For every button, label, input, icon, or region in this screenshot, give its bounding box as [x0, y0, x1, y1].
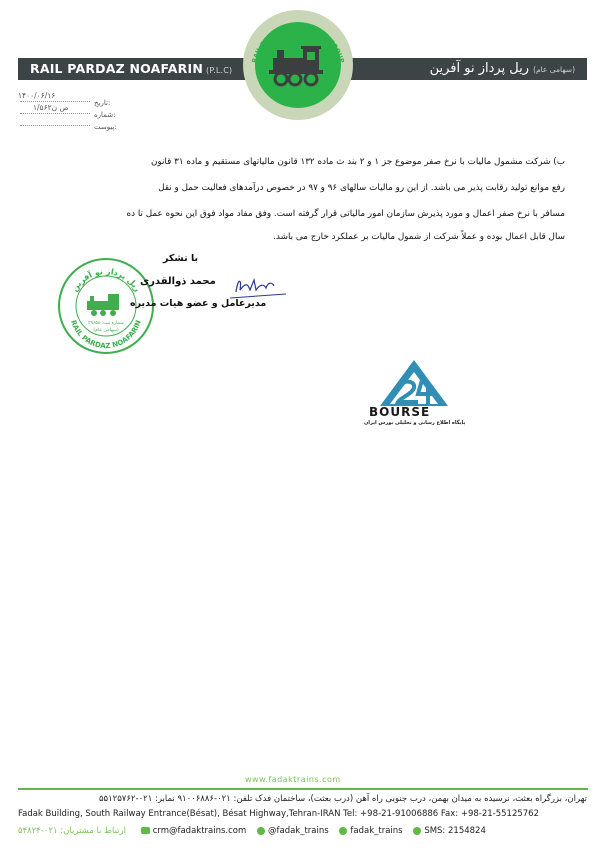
stamp-text-en: RAIL PARDAZ NOAFARIN: [69, 319, 143, 351]
company-name-fa-text: ریل پرداز نو آفرین: [429, 61, 530, 76]
number-dotline: [20, 113, 90, 114]
telegram-icon: [339, 827, 347, 835]
number-label: شماره:: [94, 111, 116, 119]
attachment-dotline: [20, 125, 90, 126]
stamp-text-fa: ریل پرداز نو آفرین: [69, 266, 143, 294]
date-label: تاریخ:: [94, 99, 111, 107]
company-type-en: (P.L.C): [206, 66, 233, 75]
company-name-en: [30, 58, 232, 80]
footer-website[interactable]: www.fadaktrains.com: [245, 775, 341, 784]
footer-address-en: Fadak Building, South Railway Entrance(Bésat), Bésat Highway,Tehran-IRAN Tel: +98-21-91006886 Fax: +98-21-55125762: [18, 809, 539, 819]
stamp-locomotive-icon: [87, 294, 119, 316]
handwritten-signature: [228, 272, 288, 306]
signer-name: محمد ذوالقدری: [140, 276, 216, 287]
footer-instagram[interactable]: @fadak_trains: [268, 826, 329, 836]
instagram-icon: [257, 827, 265, 835]
logo-arc-text: [243, 10, 353, 120]
company-type-fa: (سهامی عام): [533, 65, 575, 74]
body-line-4: سال قابل اعمال بوده و عملاً شرکت از شمول مالیات بر عملکرد خارج می باشد.: [273, 232, 565, 242]
email-icon: [141, 827, 150, 834]
bourse-tagline: پایگاه اطلاع رسانی و تحلیلی بورس ایران: [364, 420, 466, 426]
date-dotline: [20, 101, 90, 102]
footer-divider: [18, 788, 588, 790]
company-name-fa: [430, 58, 575, 80]
footer-email[interactable]: crm@fadaktrains.com: [152, 826, 247, 836]
company-name-en-text: RAIL PARDAZ NOAFARIN: [30, 61, 203, 76]
bourse-wordmark: BOURSE: [369, 405, 431, 419]
footer-address-fa: تهران، بزرگراه بعثت، نرسیده به میدان بهمن، درب جنوبی راه آهن (درب بعثت)، ساختمان فدک تلفن: ۰۲۱-۹۱۰۰۶۸۸۶ نمابر: ۰۲۱-۵۵۱۲۵۷۶۲: [98, 794, 587, 804]
footer-contact-row: [18, 826, 486, 836]
svg-text:RAIL PARDAZ INDUSTRIAL GROUP: [251, 24, 345, 64]
body-line-3: مسافر با نرخ صفر اعمال و مورد پذیرش سازمان امور مالیاتی قرار گرفته است. وفق مفاد مواد فوق این نحوه عمل تا ده: [126, 209, 565, 219]
bourse-logo-icon: [378, 358, 450, 408]
stamp-type: (سهامی عام): [93, 328, 119, 333]
body-line-1: ب) شرکت مشمول مالیات با نرخ صفر موضوع جز ۱ و ۲ بند ث ماده ۱۳۲ قانون مالیاتهای مستقیم و ماده ۳۱ قانون: [150, 157, 565, 167]
sms-icon: [413, 827, 421, 835]
footer-telegram[interactable]: fadak_trains: [350, 826, 403, 836]
footer-sms: SMS: 2154824: [424, 826, 486, 836]
logo-arc-label: RAIL PARDAZ INDUSTRIAL GROUP: [251, 23, 345, 64]
number-value: ۱/۵۶۲ص ن: [33, 103, 69, 112]
stamp-registration: شماره ثبت: ۳۹۶۵۸: [88, 321, 124, 326]
attachment-label: پیوست:: [94, 123, 117, 131]
customer-contact: ارتباط با مشتریان: ۰۲۱-۵۴۸۲۴: [18, 826, 126, 836]
body-line-2: رفع موانع تولید رقابت پذیر می باشد. از این رو مالیات سالهای ۹۶ و ۹۷ در خصوص درآمدهای فعالیت حمل و نقل: [158, 183, 565, 193]
thanks-text: با تشکر: [163, 253, 199, 264]
signer-title: مدیرعامل و عضو هیات مدیره: [130, 298, 267, 309]
date-value: ۱۴۰۰/۰۶/۱۶: [18, 91, 56, 100]
